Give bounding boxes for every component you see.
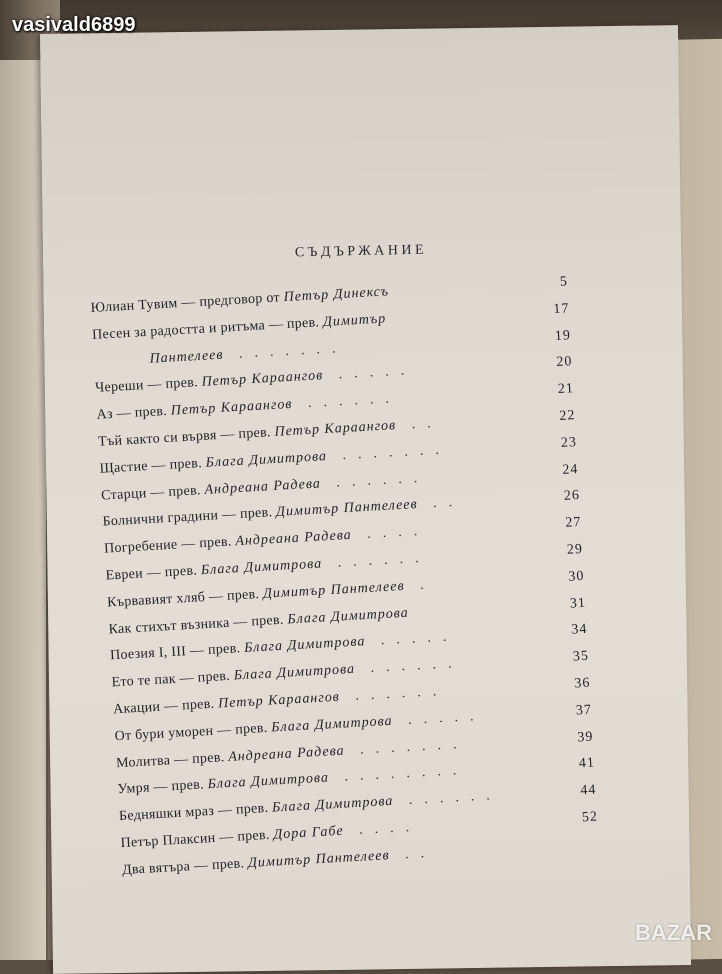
entry-title: Погребение — прев. <box>103 534 236 557</box>
leader-dots: ...... <box>321 550 431 572</box>
entry-translator: Петър Караангов <box>217 689 341 712</box>
entry-translator: Блага Димитрова <box>287 605 410 628</box>
leader-dots: ...... <box>392 787 503 809</box>
entry-translator: Блага Димитрова <box>271 794 394 816</box>
leader-dots: . <box>404 576 436 594</box>
entry-page-number: 52 <box>581 809 599 826</box>
leader-dots: .. <box>389 845 437 863</box>
leader-dots: .... <box>351 523 430 543</box>
entry-page-number: 29 <box>566 541 584 558</box>
entry-page-number: 5 <box>559 274 569 290</box>
entry-title: Ето те пак — прев. <box>111 668 235 691</box>
entry-page-number: 37 <box>575 702 593 719</box>
watermark-text: vasivald6899 <box>12 14 136 36</box>
entry-title: Болнични градини — прев. <box>102 505 277 531</box>
entry-title: Старци — прев. <box>100 482 205 504</box>
entry-title: Два вятъра — прев. <box>121 855 249 878</box>
entry-page-number: 20 <box>556 354 573 371</box>
entry-translator: Димитър Пантелеев <box>275 497 419 521</box>
entry-translator: Петър Динексъ <box>283 284 390 306</box>
entry-translator: Димитър <box>322 311 387 330</box>
entry-page-number: 24 <box>562 461 579 478</box>
entry-title: Щастие — прев. <box>99 455 207 477</box>
leader-dots: .. <box>417 494 465 513</box>
entry-translator: Петър Караангов <box>274 418 397 440</box>
page-title: СЪДЪРЖАНИЕ <box>294 242 428 261</box>
entry-page-number: 26 <box>563 488 581 505</box>
entry-page-number: 41 <box>578 755 596 772</box>
entry-title: Как стихът възника — прев. <box>108 612 288 638</box>
leader-dots: ....... <box>223 340 348 363</box>
entry-page-number: 30 <box>568 568 585 585</box>
leader-dots: ...... <box>292 391 402 413</box>
entry-title: Песен за радостта и ритъма — прев. <box>91 314 324 343</box>
table-of-contents <box>90 270 599 885</box>
entry-translator: Петър Караангов <box>201 368 324 391</box>
entry-translator: Блага Димитрова <box>243 634 366 657</box>
entry-title: Череши — прев. <box>94 375 203 397</box>
entry-title: Кървавият хляб — прев. <box>106 586 264 611</box>
entry-page-number: 21 <box>557 381 575 398</box>
entry-page-number: 23 <box>560 434 578 451</box>
leader-dots: ........ <box>328 762 469 786</box>
entry-translator: Дора Габе <box>273 823 345 843</box>
entry-translator: Пантелеев <box>149 347 224 367</box>
entry-translator: Андреана Радева <box>234 527 353 550</box>
entry-page-number: 36 <box>573 675 591 692</box>
entry-translator: Петър Караангов <box>170 397 293 419</box>
entry-page-number: 22 <box>559 408 576 424</box>
entry-title: Молитва — прев. <box>115 749 229 771</box>
leader-dots: .... <box>343 819 422 839</box>
entry-translator: Блага Димитрова <box>270 713 393 736</box>
leader-dots: ...... <box>320 469 430 491</box>
entry-translator: Димитър Пантелеев <box>262 578 405 602</box>
entry-page-number: 19 <box>554 327 572 344</box>
entry-page-number: 39 <box>576 729 594 746</box>
entry-title: От бури уморен — прев. <box>114 720 272 745</box>
leader-dots: ...... <box>339 683 449 705</box>
entry-title: Поезия I, III — прев. <box>109 641 245 664</box>
entry-title: Юлиан Тувим — предговор от <box>90 290 285 316</box>
entry-translator: Блага Димитрова <box>205 448 328 471</box>
leader-dots: ..... <box>392 708 486 729</box>
leader-dots: ..... <box>364 629 459 650</box>
entry-title: Аз — прев. <box>96 403 172 423</box>
entry-page-number: 27 <box>565 515 582 531</box>
entry-title: Тъй както си вървя — прев. <box>97 424 275 450</box>
entry-title: Петър Плаксин — прев. <box>120 827 274 852</box>
leader-dots: ....... <box>326 441 452 464</box>
entry-translator: Андреана Радева <box>227 743 346 765</box>
leader-dots: ...... <box>354 655 464 677</box>
entry-translator: Блага Димитрова <box>233 661 356 684</box>
entry-page-number: 44 <box>579 782 597 799</box>
entry-translator: Андреана Радева <box>204 475 322 498</box>
bazar-logo: BAZAR <box>635 920 712 945</box>
book-left-page-edge <box>0 60 48 960</box>
leader-dots: ..... <box>322 363 417 384</box>
leader-dots: .. <box>395 415 444 434</box>
entry-translator: Блага Димитрова <box>200 556 323 579</box>
entry-translator: Димитър Пантелеев <box>247 847 390 871</box>
entry-translator: Блага Димитрова <box>207 770 330 793</box>
entry-page-number: 34 <box>571 622 588 638</box>
entry-page-number: 17 <box>553 301 570 317</box>
entry-title: Бедняшки мраз — прев. <box>118 800 273 825</box>
entry-title: Евреи — прев. <box>105 563 202 584</box>
leader-dots: ....... <box>344 736 469 759</box>
entry-page-number: 31 <box>569 595 587 612</box>
entry-page-number: 35 <box>572 648 590 665</box>
entry-title: Акации — прев. <box>112 696 219 718</box>
entry-title: Умря — прев. <box>117 777 209 798</box>
